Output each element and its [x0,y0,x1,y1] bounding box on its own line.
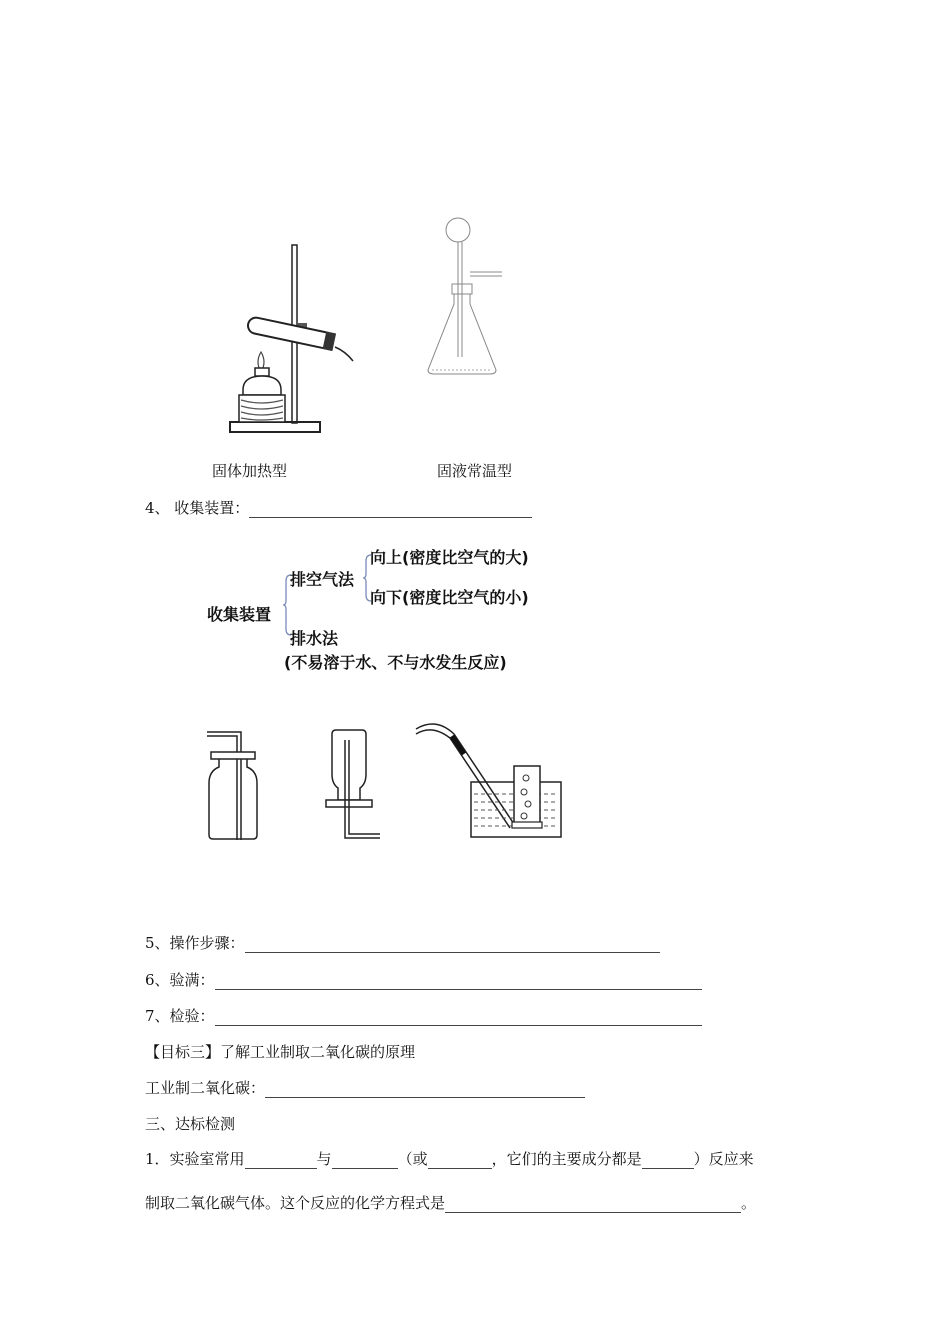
solid-liquid-apparatus-figure [420,212,520,382]
item4-answer-blank[interactable] [249,503,532,518]
water-method-label: 排水法 [290,629,339,648]
industrial-answer-blank[interactable] [265,1083,585,1098]
q1-part2: 与 [316,1150,332,1168]
q1-blank-3[interactable] [428,1154,492,1169]
q1-blank-4[interactable] [642,1154,694,1169]
solid-heating-caption: 固体加热型 [212,462,288,480]
q1-equation-blank[interactable] [445,1198,741,1213]
item4-row [145,497,532,518]
q1-blank-2[interactable] [332,1154,398,1169]
industrial-row [145,1077,585,1098]
item7-row [145,1005,702,1026]
downward-method-label: 向下(密度比空气的小) [370,588,529,607]
q1-part4: ，它们的主要成分都是 [491,1150,642,1168]
item7-answer-blank[interactable] [215,1011,702,1026]
q1-line2 [145,1192,756,1213]
q1-line2-end: 。 [741,1194,757,1212]
water-condition-label: (不易溶于水、不与水发生反应) [284,653,507,672]
q1-part5: ）反应来 [693,1150,754,1168]
item5-label: 5、操作步骤： [145,934,245,952]
q1-blank-1[interactable] [245,1154,317,1169]
upward-method-label: 向上(密度比空气的大) [370,548,529,567]
upward-air-collection-bottle [205,728,265,843]
industrial-label: 工业制二氧化碳： [145,1079,266,1097]
item4-label: 4、 收集装置： [145,499,250,517]
item5-answer-blank[interactable] [245,938,660,953]
solid-liquid-caption: 固液常温型 [437,462,513,480]
q1-part3: （或 [397,1150,428,1168]
q1-line2-part1: 制取二氧化碳气体。这个反应的化学方程式是 [145,1194,446,1212]
water-displacement-apparatus [414,722,564,842]
downward-air-collection-bottle [322,728,384,843]
item6-answer-blank[interactable] [215,975,702,990]
item5-row [145,932,660,953]
collection-root-label: 收集装置 [207,605,272,624]
q1-part1: 1．实验室常用 [145,1150,245,1168]
air-method-label: 排空气法 [290,570,355,589]
q1-line1 [145,1148,754,1169]
goal3-heading: 【目标三】了解工业制取二氧化碳的原理 [145,1043,416,1061]
section3-heading: 三、达标检测 [145,1115,236,1133]
item6-label: 6、验满： [145,971,215,989]
solid-heating-apparatus-figure [225,240,355,440]
item7-label: 7、检验： [145,1007,215,1025]
item6-row [145,969,702,990]
